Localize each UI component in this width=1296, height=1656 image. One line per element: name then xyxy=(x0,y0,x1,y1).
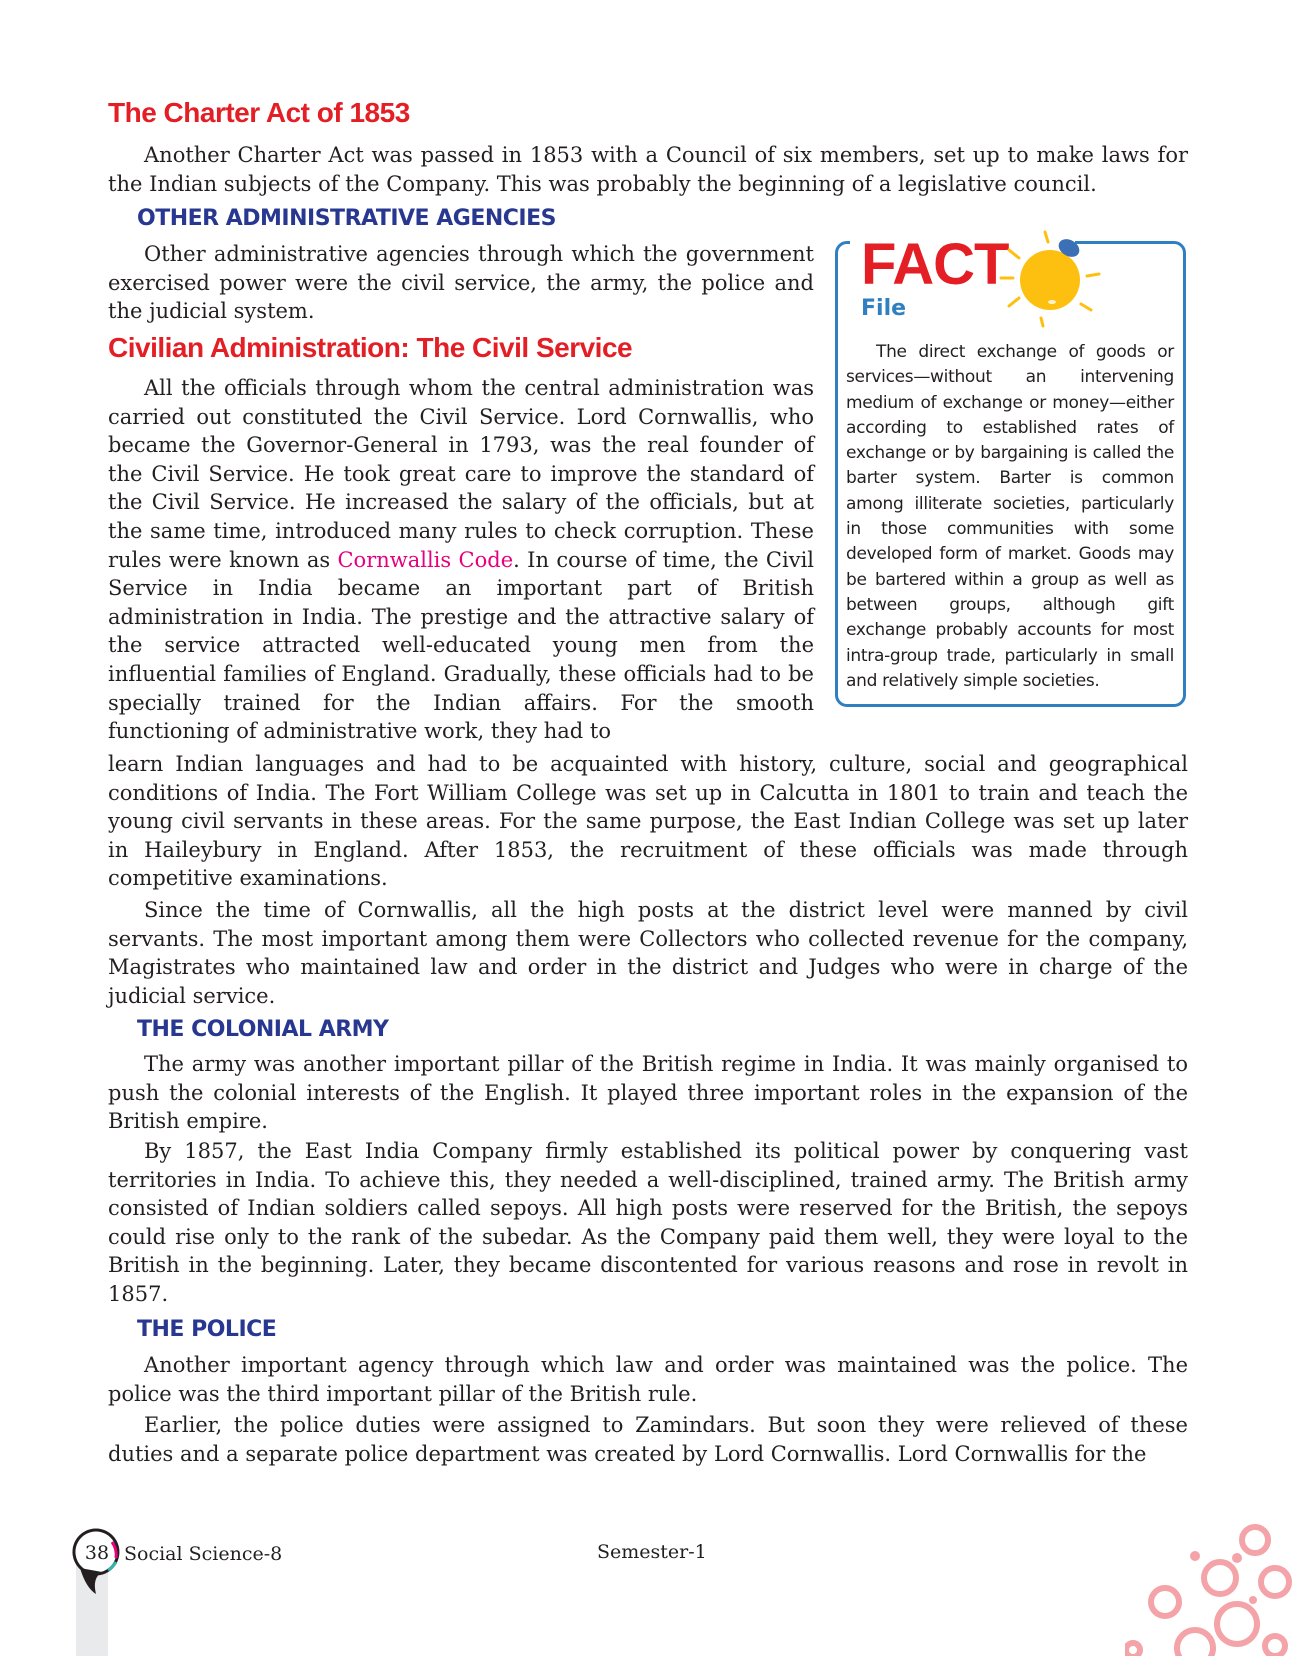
paragraph-civil-service-2: Since the time of Cornwallis, all the high posts at the district level were manned by civil servants. The most important among them were Collectors who collected revenue for the company, Magistrates who maintained law and order in the district and Judges who were in charge of the judicial service. xyxy=(108,898,1188,1008)
paragraph-army-1: The army was another important pillar of the British regime in India. It was mainly organised to push the colonial interests of the English. It played three important roles in the expansion of the British empire. xyxy=(108,1052,1188,1134)
fact-file-title: FACT xyxy=(861,232,1009,297)
paragraph-police-1: Another important agency through which law and order was maintained was the police. The police was the third important pillar of the British rule. xyxy=(108,1353,1188,1406)
page-number: 38 xyxy=(84,1542,110,1564)
fact-file-text: The direct exchange of goods or services—without an intervening medium of exchange or money—either according to established rates of exchange or by bargaining is called the barter system. Barter is common among illiterate societies, particularly in those communities with some developed form of market. Goods may be bartered within a group as well as between groups, although gift exchange probably accounts for most intra-group trade, particularly in small and relatively simple societies. xyxy=(846,342,1174,691)
paragraph-police-2: Earlier, the police duties were assigned to Zamindars. But soon they were relieved of these duties and a separate police department was created by Lord Cornwallis. Lord Cornwallis for the xyxy=(108,1413,1188,1466)
cornwallis-code-highlight: Cornwallis Code xyxy=(337,547,514,572)
paragraph-army-2: By 1857, the East India Company firmly established its political power by conquering vast territories in India. To achieve this, they needed a well-disciplined, trained army. The British army consisted of Indian soldiers called sepoys. All high posts were reserved for the British, the sepoys could rise only to the rank of the subedar. As the Company paid them well, they were loyal to the British in the beginning. Later, they became discontented for various reasons and rose in revolt in 1857. xyxy=(108,1139,1188,1306)
footer-book-title: Social Science-8 xyxy=(124,1543,283,1565)
heading-police: THE POLICE xyxy=(137,1317,277,1342)
civil-text-a: All the officials through whom the central administration was carried out constituted the Civil Service. Lord Cornwallis, who became the Governor-General in 1793, was the real founder of the Civil Service. He took great care to improve the standard of the Civil Service. He increased the salary of the officials, but at the same time, introduced many rules to check corruption. These rules were known as xyxy=(108,376,814,572)
paragraph-charter-act: Another Charter Act was passed in 1853 with a Council of six members, set up to make laws for the Indian subjects of the Company. This was probably the beginning of a legislative council. xyxy=(108,143,1188,196)
lightbulb-icon xyxy=(995,228,1105,328)
paragraph-civil-service-1-cont: learn Indian languages and had to be acquainted with history, culture, social and geographical conditions of India. The Fort William College was set up in Calcutta in 1801 to train and teach the young civil servants in these areas. For the same purpose, the East Indian College was set up later in Haileybury in England. After 1853, the recruitment of these officials was made through competitive examinations. xyxy=(108,752,1188,891)
fact-file-subtitle: File xyxy=(861,296,907,321)
heading-civil-service: Civilian Administration: The Civil Service xyxy=(108,332,633,363)
civil-text-b: . In course of time, the Civil Service in India became an important part of British administration in India. The prestige and the attractive salary of the service attracted well-educated young men from the influential families of England. Gradually, these officials had to be specially trained for the Indian affairs. For the smooth functioning of administrative work, they had to xyxy=(108,547,815,744)
paragraph-other-agencies: Other administrative agencies through which the government exercised power were the civil service, the army, the police and the judicial system. xyxy=(108,242,814,324)
heading-colonial-army: THE COLONIAL ARMY xyxy=(137,1017,389,1042)
heading-other-agencies: OTHER ADMINISTRATIVE AGENCIES xyxy=(137,206,556,231)
paragraph-civil-service-1 xyxy=(108,374,814,746)
heading-charter-act: The Charter Act of 1853 xyxy=(108,97,410,128)
footer-semester: Semester-1 xyxy=(597,1541,707,1563)
decorative-rings xyxy=(1125,1520,1296,1656)
